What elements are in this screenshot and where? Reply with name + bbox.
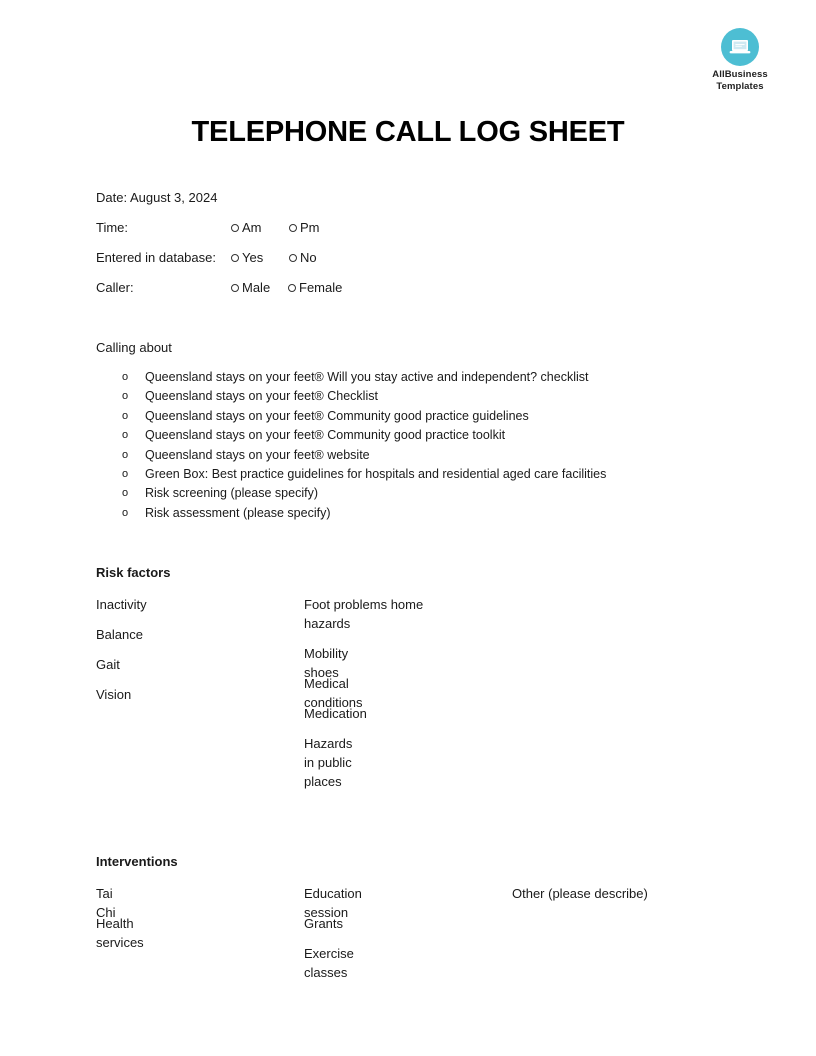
- list-item[interactable]: [96, 465, 756, 484]
- brand-logo: [692, 28, 788, 92]
- risk-factor-item[interactable]: Balance: [96, 627, 143, 642]
- radio-option-pm[interactable]: [289, 220, 320, 236]
- bullet-marker-icon: o: [122, 429, 129, 442]
- list-item-label: Queensland stays on your feet® Will you stay active and independent? checklist: [145, 370, 589, 384]
- list-item[interactable]: [96, 484, 756, 503]
- radio-yes-label: Yes: [242, 250, 264, 265]
- list-item-label: Risk screening (please specify): [145, 486, 318, 501]
- intervention-item[interactable]: Education session: [304, 886, 362, 920]
- radio-female-label: Female: [299, 280, 343, 295]
- radio-yes-icon[interactable]: [231, 254, 239, 262]
- risk-factor-item[interactable]: Inactivity: [96, 597, 147, 612]
- page-title: TELEPHONE CALL LOG SHEET: [191, 116, 625, 148]
- bullet-marker-icon: o: [122, 448, 129, 461]
- list-item[interactable]: [96, 387, 756, 406]
- risk-factor-item[interactable]: Mobility shoes: [304, 646, 349, 680]
- list-item[interactable]: [96, 426, 756, 445]
- brand-name-line2: Templates: [716, 80, 764, 92]
- radio-am-label: Am: [242, 220, 262, 235]
- radio-pm-icon[interactable]: [289, 224, 297, 232]
- risk-factors-heading: Risk factors: [96, 565, 171, 580]
- time-label: Time:: [96, 220, 129, 235]
- radio-option-am[interactable]: [231, 220, 289, 236]
- time-row: [96, 220, 320, 236]
- entered-in-database-label: Entered in database:: [96, 250, 216, 265]
- date-text: Date: August 3, 2024: [96, 190, 218, 205]
- risk-factor-item[interactable]: Foot problems home hazards: [304, 597, 424, 631]
- bullet-marker-icon: o: [122, 506, 129, 519]
- radio-option-yes[interactable]: [231, 250, 289, 266]
- list-item-label: Green Box: Best practice guidelines for hospitals and residential aged care facilities: [145, 466, 607, 481]
- risk-factor-item[interactable]: Gait: [96, 657, 120, 672]
- calling-about-heading: Calling about: [96, 340, 172, 355]
- bullet-marker-icon: o: [122, 409, 129, 422]
- radio-option-male[interactable]: [231, 280, 288, 296]
- list-item[interactable]: [96, 504, 756, 523]
- list-item-label: Risk assessment (please specify): [145, 505, 331, 520]
- radio-no-icon[interactable]: [289, 254, 297, 262]
- intervention-item[interactable]: Exercise classes: [304, 946, 354, 980]
- laptop-icon: [721, 28, 759, 66]
- date-row: [96, 190, 217, 206]
- risk-factor-item[interactable]: Medical conditions: [304, 676, 363, 710]
- bullet-marker-icon: o: [122, 467, 129, 480]
- radio-option-no[interactable]: [289, 250, 317, 266]
- entered-in-database-row: [96, 250, 317, 266]
- list-item-label: Queensland stays on your feet® website: [145, 447, 370, 462]
- caller-label: Caller:: [96, 280, 134, 295]
- caller-row: [96, 280, 342, 296]
- bullet-marker-icon: o: [122, 390, 129, 403]
- list-item-label: Queensland stays on your feet® Community good practice guidelines: [145, 408, 529, 423]
- radio-male-icon[interactable]: [231, 284, 239, 292]
- radio-male-label: Male: [242, 280, 271, 295]
- intervention-item[interactable]: Grants: [304, 916, 344, 931]
- radio-pm-label: Pm: [300, 220, 320, 235]
- intervention-item[interactable]: Tai Chi: [96, 886, 116, 920]
- list-item-label: Queensland stays on your feet® Checklist: [145, 389, 378, 404]
- intervention-item[interactable]: Health services: [96, 916, 144, 950]
- list-item-label: Queensland stays on your feet® Community good practice toolkit: [145, 428, 506, 443]
- list-item[interactable]: [96, 446, 756, 465]
- radio-no-label: No: [300, 250, 317, 265]
- list-item[interactable]: [96, 368, 756, 387]
- interventions-heading: Interventions: [96, 854, 178, 869]
- radio-female-icon[interactable]: [288, 284, 296, 292]
- bullet-marker-icon: o: [122, 487, 129, 500]
- risk-factor-item[interactable]: Medication: [304, 706, 367, 721]
- calling-about-list: [96, 368, 756, 523]
- radio-option-female[interactable]: [288, 280, 342, 296]
- list-item[interactable]: [96, 407, 756, 426]
- risk-factor-item[interactable]: Vision: [96, 687, 132, 702]
- brand-name: [692, 69, 788, 92]
- intervention-item[interactable]: Other (please describe): [512, 886, 648, 901]
- bullet-marker-icon: o: [122, 371, 129, 383]
- radio-am-icon[interactable]: [231, 224, 239, 232]
- brand-name-line1: AllBusiness: [712, 69, 768, 80]
- risk-factor-item[interactable]: Hazards in public places: [304, 736, 353, 789]
